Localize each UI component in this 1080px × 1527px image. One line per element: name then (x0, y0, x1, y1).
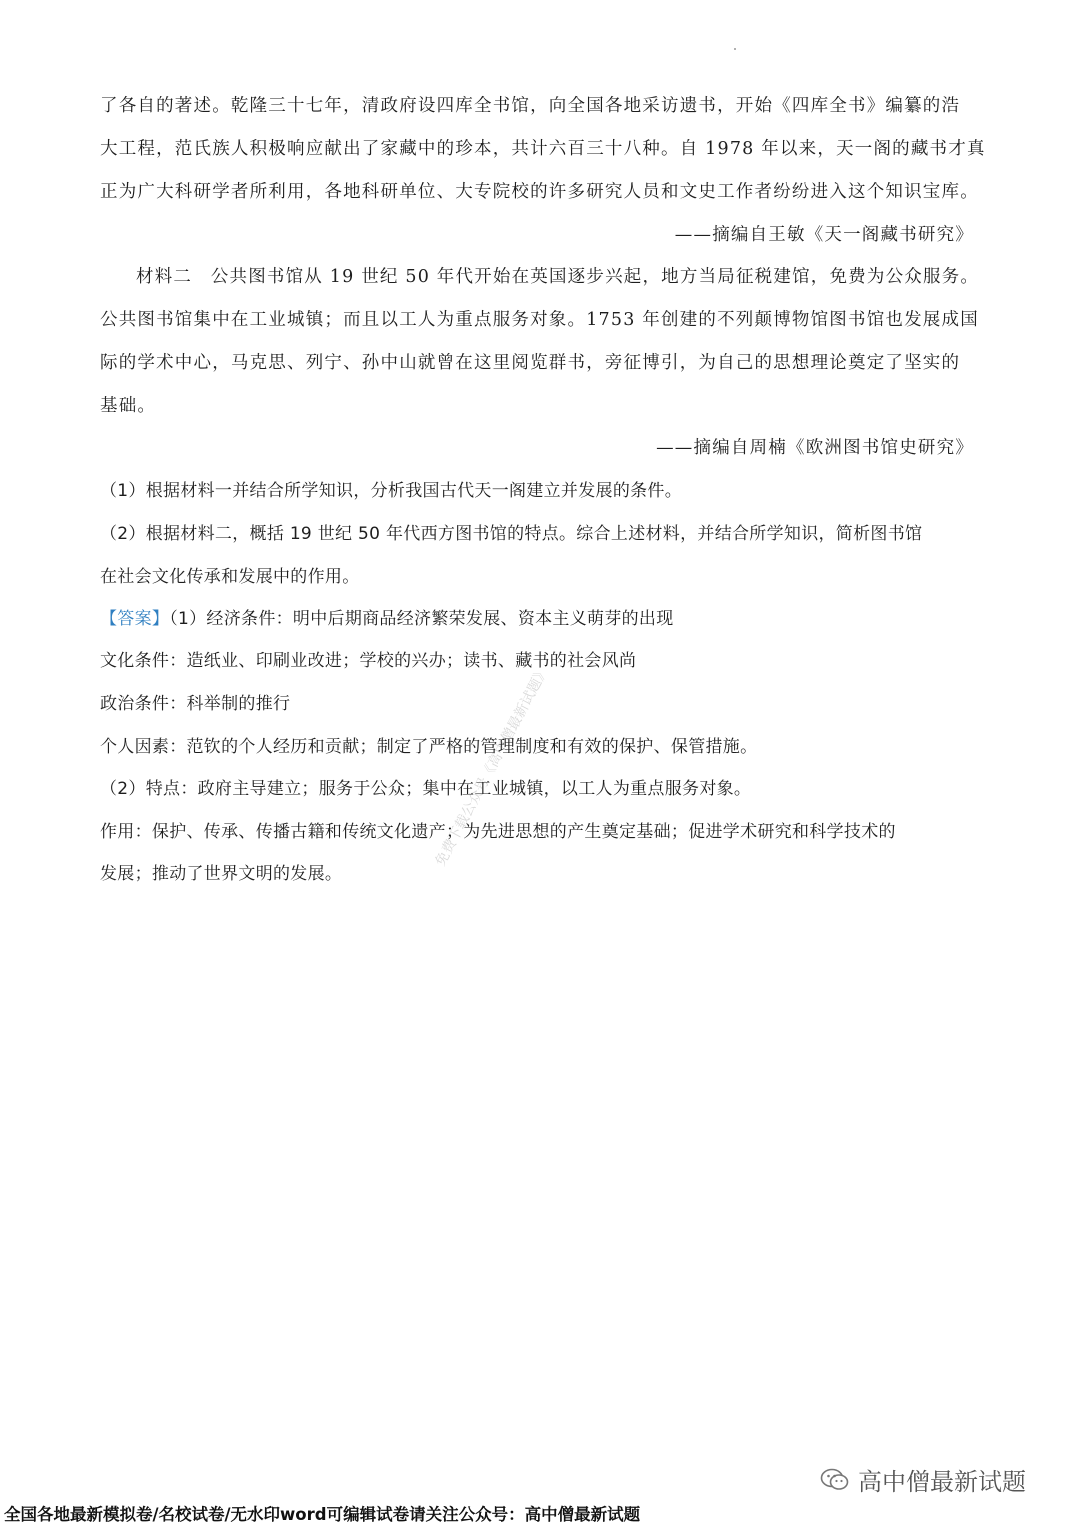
answer-text: （1）经济条件：明中后期商品经济繁荣发展、资本主义萌芽的出现 (169, 609, 674, 629)
watermark: 免费下载公众号《高中僧最新试题》 (432, 663, 552, 869)
answer-line: 发展；推动了世界文明的发展。 (100, 864, 343, 884)
material2-line: 基础。 (100, 396, 157, 416)
material2-line: 材料二 公共图书馆从 19 世纪 50 年代开始在英国逐步兴起，地方当局征税建馆，免费为公众服务。 (136, 267, 980, 287)
answer-line: 作用：保护、传承、传播古籍和传统文化遗产；为先进思想的产生奠定基础；促进学术研究和科学技术的 (100, 822, 896, 842)
answer-line: 政治条件：科举制的推行 (100, 694, 291, 714)
material2-line: 际的学术中心，马克思、列宁、孙中山就曾在这里阅览群书，旁征博引，为自己的思想理论奠定了坚实的 (100, 353, 961, 373)
material1-line: 正为广大科研学者所利用，各地科研单位、大专院校的许多研究人员和文史工作者纷纷进入这个知识宝库。 (100, 182, 979, 202)
question-1: （1）根据材料一并结合所学知识，分析我国古代天一阁建立并发展的条件。 (100, 481, 683, 501)
material1-line: 了各自的著述。乾隆三十七年，清政府设四库全书馆，向全国各地采访遗书，开始《四库全书》编纂的浩 (100, 96, 961, 116)
material2-source: ——摘编自周楠《欧洲图书馆史研究》 (656, 438, 974, 458)
question-2-cont: 在社会文化传承和发展中的作用。 (100, 567, 360, 587)
answer-line: （2）特点：政府主导建立；服务于公众；集中在工业城镇，以工人为重点服务对象。 (100, 779, 752, 799)
answer-line: 文化条件：造纸业、印刷业改进；学校的兴办；读书、藏书的社会风尚 (100, 651, 637, 671)
question-2: （2）根据材料二，概括 19 世纪 50 年代西方图书馆的特点。综合上述材料，并结合所学知识，简析图书馆 (100, 524, 923, 544)
answer-line: 个人因素：范钦的个人经历和贡献；制定了严格的管理制度和有效的保护、保管措施。 (100, 737, 758, 757)
material1-source: ——摘编自王敏《天一阁藏书研究》 (674, 225, 974, 245)
answer-first-line (100, 604, 674, 629)
wechat-logo (820, 1462, 1026, 1497)
logo-text: 高中僧最新试题 (858, 1468, 1026, 1496)
material1-line: 大工程，范氏族人积极响应献出了家藏中的珍本，共计六百三十八种。自 1978 年以来，天一阁的藏书才真 (100, 139, 986, 159)
speck (734, 48, 736, 50)
wechat-icon (820, 1467, 850, 1493)
answer-tag: 【答案】 (100, 609, 170, 629)
footer: 全国各地最新模拟卷/名校试卷/无水印word可编辑试卷请关注公众号：高中僧最新试题 (4, 1505, 641, 1524)
material2-line: 公共图书馆集中在工业城镇；而且以工人为重点服务对象。1753 年创建的不列颠博物馆图书馆也发展成国 (100, 310, 979, 330)
